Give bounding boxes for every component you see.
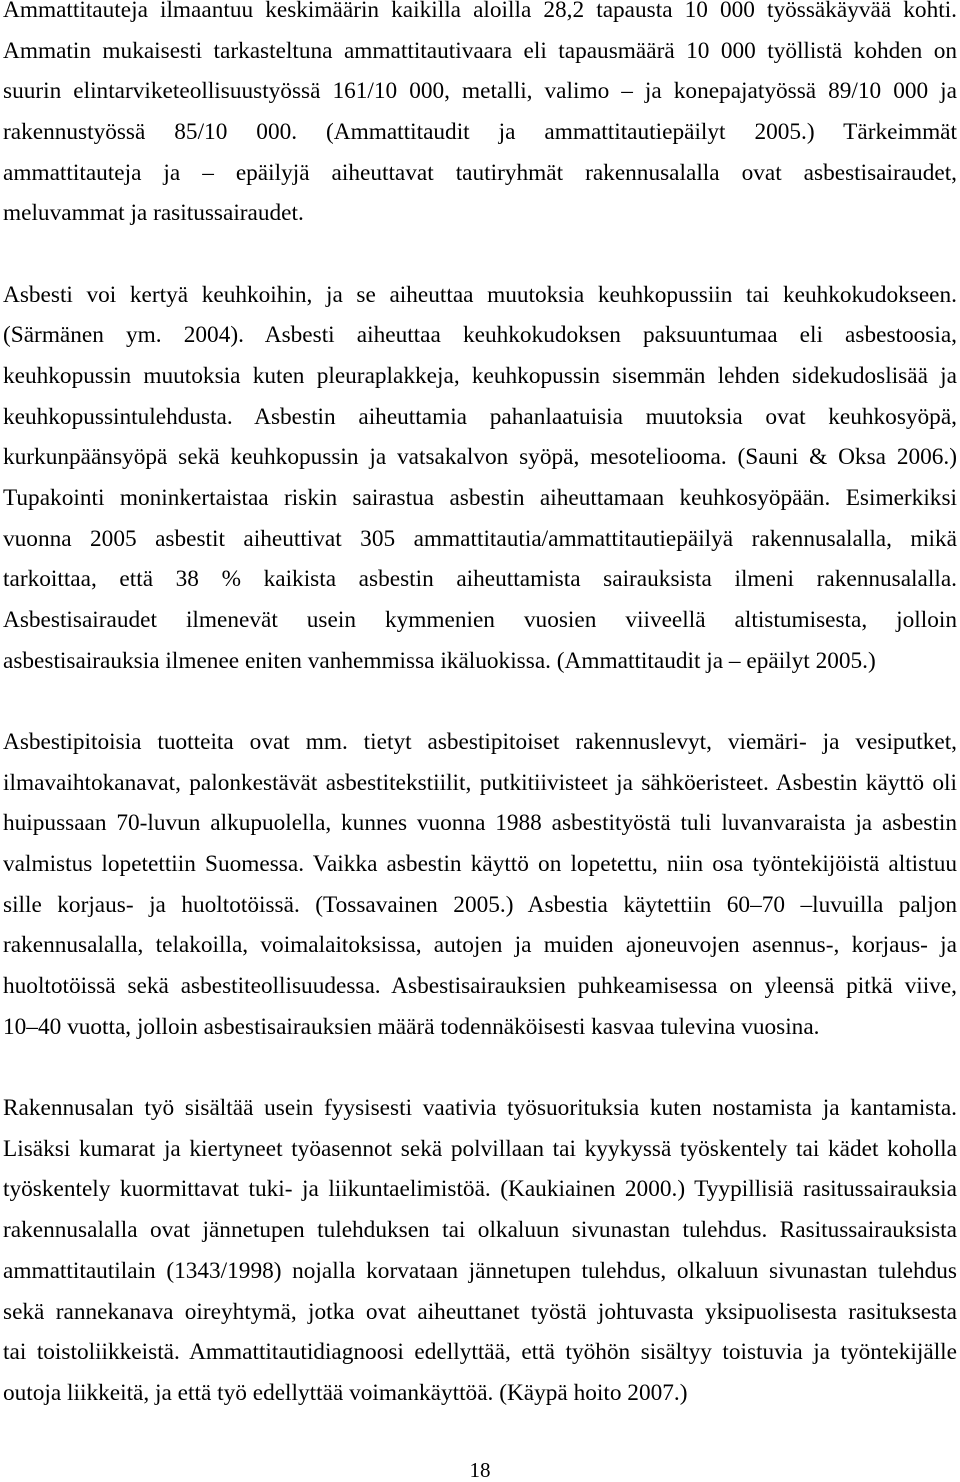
text-line: keuhkopussin muutoksia kuten pleuraplakkeja, keuhkopussin sisemmän lehden sidekudoslisää ja	[3, 363, 957, 390]
text-line: rakennustyössä 85/10 000. (Ammattitaudit ja ammattitautiepäilyt 2005.) Tärkeimmät	[3, 119, 957, 146]
text-line: työskentely kuormittavat tuki- ja liikuntaelimistöä. (Kaukiainen 2000.) Tyypillisiä rasitussairauksia	[3, 1176, 957, 1203]
text-line: valmistus lopetettiin Suomessa. Vaikka asbestin käyttö on lopetettu, niin osa työntekijöistä altistuu	[3, 851, 957, 878]
text-line: Ammattitauteja ilmaantuu keskimäärin kaikilla aloilla 28,2 tapausta 10 000 työssäkäyvää kohti.	[3, 0, 957, 23]
text-line: Rakennusalan työ sisältää usein fyysisesti vaativia työsuorituksia kuten nostamista ja kantamista.	[3, 1095, 957, 1122]
text-line: Tupakointi moninkertaistaa riskin sairastua asbestin aiheuttamaan keuhkosyöpään. Esimerkiksi	[3, 485, 957, 512]
paragraph-occupational-diseases	[3, 0, 957, 234]
text-line: ilmavaihtokanavat, palonkestävät asbestitekstiilit, putkitiivisteet ja sähköeristeet. Asbestin käyttö oli	[3, 769, 957, 796]
text-line: huoltotöissä sekä asbestiteollisuudessa. Asbestisairauksien puhkeamisessa on yleensä pitkä viive,	[3, 973, 957, 1000]
text-line: tai toistoliikkeistä. Ammattitautidiagnoosi edellyttää, että työhön sisältyy toistuvia ja työntekijälle	[3, 1339, 957, 1366]
text-line: keuhkopussintulehdusta. Asbestin aiheuttamia pahanlaatuisia muutoksia ovat keuhkosyöpä,	[3, 403, 957, 430]
text-line: asbestisairauksia ilmenee eniten vanhemmissa ikäluokissa. (Ammattitaudit ja – epäilyt 2005.)	[3, 647, 876, 674]
paragraph-strain-injuries	[3, 1088, 957, 1413]
paragraph-asbestos-products	[3, 722, 957, 1047]
text-line: sekä rannekanava oireyhtymä, jotka ovat aiheuttanet työstä johtuvasta yksipuolisesta rasituksesta	[3, 1298, 957, 1325]
page-number: 18	[469, 1458, 491, 1482]
text-line: (Särmänen ym. 2004). Asbesti aiheuttaa keuhkokudoksen paksuuntumaa eli asbestoosia,	[3, 322, 957, 349]
text-line: huipussaan 70-luvun alkupuolella, kunnes vuonna 1988 asbestityöstä tuli luvanvaraista ja asbestin	[3, 810, 957, 837]
text-line: rakennusalalla ovat jännetupen tulehduksen tai olkaluun sivunastan tulehdus. Rasitussairauksista	[3, 1217, 957, 1244]
text-line: kurkunpäänsyöpä sekä keuhkopussin ja vatsakalvon syöpä, mesoteliooma. (Sauni & Oksa 2006.)	[3, 444, 957, 471]
text-line: rakennusalalla, telakoilla, voimalaitoksissa, autojen ja muiden ajoneuvojen asennus-, korjaus- ja	[3, 932, 957, 959]
text-line: ammattitauteja ja – epäilyjä aiheuttavat tautiryhmät rakennusalalla ovat asbestisairaudet,	[3, 159, 957, 186]
text-line: Lisäksi kumarat ja kiertyneet työasennot sekä polvillaan tai kyykyssä työskentely tai kädet koholla	[3, 1135, 957, 1162]
text-line: ammattitautilain (1343/1998) nojalla korvataan jännetupen tulehdus, olkaluun sivunastan tulehdus	[3, 1257, 957, 1284]
document-body	[3, 0, 957, 1454]
text-line: tarkoittaa, että 38 % kaikista asbestin aiheuttamista sairauksista ilmeni rakennusalalla.	[3, 566, 957, 593]
text-line: Asbestisairaudet ilmenevät usein kymmenien vuosien viiveellä altistumisesta, jolloin	[3, 607, 957, 634]
text-line: 10–40 vuotta, jolloin asbestisairauksien määrä todennäköisesti kasvaa tulevina vuosina.	[3, 1013, 820, 1040]
text-line: suurin elintarviketeollisuustyössä 161/10 000, metalli, valimo – ja konepajatyössä 89/10 000 ja	[3, 78, 957, 105]
text-line: vuonna 2005 asbestit aiheuttivat 305 ammattitautia/ammattitautiepäilyä rakennusalalla, mikä	[3, 525, 957, 552]
text-line: sille korjaus- ja huoltotöissä. (Tossavainen 2005.) Asbestia käytettiin 60–70 –luvuilla paljon	[3, 891, 957, 918]
text-line: Asbesti voi kertyä keuhkoihin, ja se aiheuttaa muutoksia keuhkopussiin tai keuhkokudokseen.	[3, 281, 957, 308]
paragraph-asbestos-effects	[3, 275, 957, 682]
text-line: Asbestipitoisia tuotteita ovat mm. tietyt asbestipitoiset rakennuslevyt, viemäri- ja vesiputket,	[3, 729, 957, 756]
text-line: outoja liikkeitä, ja että työ edellyttää voimankäyttöä. (Käypä hoito 2007.)	[3, 1379, 688, 1406]
text-line: Ammatin mukaisesti tarkasteltuna ammattitautivaara eli tapausmäärä 10 000 työllistä kohden on	[3, 37, 957, 64]
text-line: meluvammat ja rasitussairaudet.	[3, 200, 304, 227]
